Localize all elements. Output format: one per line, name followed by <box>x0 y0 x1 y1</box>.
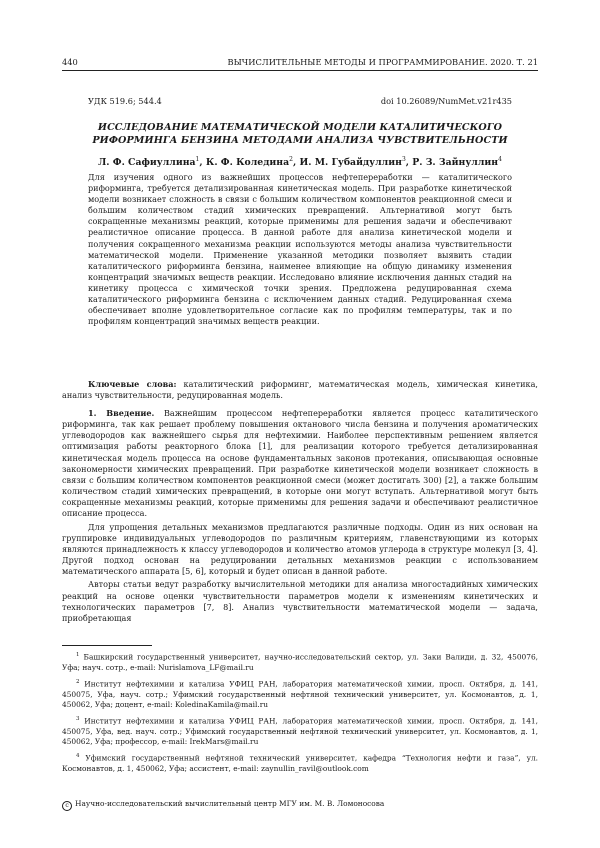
header-rule <box>62 70 538 71</box>
author-affiliation-mark: 3 <box>401 156 406 163</box>
paragraph-text: Важнейшим процессом нефтепереработки является процесс каталитического риформинга, так как решает проблему повышения октанового числа бензина и получения ароматических углеводородов как важнейшего сырья для нефтехимии. Наиболее перспективным решением является оптимизация работы реакторного блока [1], для реализации которого требуется детализированная кинетическая модель процесса на основе фундаментальных законов протекания, описывающая основные закономерности химических превращений. При разработке кинетической модели возникает сложность в связи с большим количеством компонентов реакционной смеси (может достигать 300) [2], а также большим количеством стадий химических превращений, в которые они могут вступать. Альтернативой могут быть сокращенные механизмы реакций, которые применимы для решения задачи и обеспечивают реалистичное описание процесса. <box>62 408 538 519</box>
author-name: Л. Ф. Сафиуллина <box>98 157 196 169</box>
footnote-number: 4 <box>76 753 80 760</box>
footnote-text: Институт нефтехимии и катализа УФИЦ РАН, лаборатория математической химии, просп. Октября, д. 141, 450075, Уфа, науч. сотр.; Уфимский государственный нефтяной технический университет, ул. Космонавтов, д. 1, 450062, Уфа; доцент, e-mail: KoledinaKamila@mail.ru <box>62 679 538 709</box>
footnote-rule <box>62 645 152 646</box>
abstract-text: Для изучения одного из важнейших процессов нефтепереработки — каталитического риформинга, требуется детализированная кинетическая модель. При разработке кинетической модели возникает сложность в связи с большим количеством компонентов реакционной смеси и большим количеством стадий химических превращений. Альтернативой могут быть сокращенные механизмы реакций, которые применимы для решения задачи и обеспечивают реалистичное описание процесса. В данной работе для анализа кинетической модели и получения сокращенного механизма реакции используются методы анализа чувствительности математической модели. Применение указанной методики позволяет выявить стадии каталитического риформинга бензина, наименее влияющие на общую динамику изменения концентраций значимых веществ реакции. Исследовано влияние исключения данных стадий на кинетику процесса с химической точки зрения. Предложена редуцированная схема каталитического риформинга бензина с исключением данных стадий. Редуцированная схема обеспечивает вполне удовлетворительное согласие как по профилям температуры, так и по профилям концентраций значимых веществ реакции. <box>88 172 512 327</box>
keywords-label: Ключевые слова: <box>88 379 177 389</box>
author-affiliation-mark: 1 <box>195 156 200 163</box>
keywords-text: каталитический риформинг, математическая модель, химическая кинетика, анализ чувствительности, редуцированная модель. <box>62 379 538 401</box>
author-name: К. Ф. Коледина <box>205 157 290 169</box>
article-body <box>62 408 538 626</box>
page-number: 440 <box>62 57 78 67</box>
body-paragraph: Авторы статьи ведут разработку вычислительной методики для анализа многостадийных химических реакций на основе оценки чувствительности параметров модели к изменениям кинетических и технологических параметров [7, 8]. Анализ чувствительности математической модели — задача, приобретающая <box>62 579 538 623</box>
udc-code: УДК 519.6; 544.4 <box>88 96 162 106</box>
author-name: И. М. Губайдуллин <box>299 157 402 169</box>
footnote-number: 2 <box>76 678 80 685</box>
author-affiliation-mark: 2 <box>289 156 293 163</box>
body-paragraph <box>62 408 538 520</box>
abstract <box>88 172 512 327</box>
section-heading: 1. Введение. <box>88 408 155 418</box>
footnote <box>62 714 538 747</box>
article-title: ИССЛЕДОВАНИЕ МАТЕМАТИЧЕСКОЙ МОДЕЛИ КАТАЛИТИЧЕСКОГО РИФОРМИНГА БЕНЗИНА МЕТОДАМИ АНАЛИЗА ЧУВСТВИТЕЛЬНОСТИ <box>92 122 508 146</box>
footnote <box>62 650 538 673</box>
footnotes <box>62 650 538 778</box>
copyright-text: Научно-исследовательский вычислительный центр МГУ им. М. В. Ломоносова <box>75 799 385 808</box>
footnote <box>62 677 538 710</box>
footnote-text: Башкирский государственный университет, научно-исследовательский сектор, ул. Заки Валиди, д. 32, 450076, Уфа; науч. сотр., e-mail: Nurislamova_LF@mail.ru <box>62 652 538 672</box>
author-list: Л. Ф. Сафиуллина$^1$, К. Ф. Коледина$^2$, И. М. Губайдуллин$^3$, Р. З. Зайнуллин$^4$ <box>98 156 502 169</box>
footnote-text: Уфимский государственный нефтяной технический университет, кафедра “Технология нефти и газа”, ул. Космонавтов, д. 1, 450062, Уфа; ассистент, e-mail: zaynullin_ravil@outlook.com <box>62 753 538 773</box>
body-paragraph: Для упрощения детальных механизмов предлагаются различные подходы. Один из них основан на группировке индивидуальных углеводородов по различным критериям, главенствующими из которых являются принадлежность к классу углеводородов и количество атомов углерода в структуре молекул [3, 4]. Другой подход основан на редуцировании детальных механизмов реакции с использованием математического аппарата [5, 6], который и будет описан в данной работе. <box>62 521 538 577</box>
copyright-icon: c <box>62 801 72 811</box>
footnote <box>62 751 538 774</box>
footnote-number: 1 <box>76 652 80 658</box>
keywords <box>62 379 538 401</box>
author-affiliation-mark: 4 <box>498 156 502 163</box>
doi: doi 10.26089/NumMet.v21r435 <box>380 96 512 106</box>
copyright-notice <box>62 799 538 811</box>
footnote-number: 3 <box>76 715 80 722</box>
author-name: Р. З. Зайнуллин <box>412 157 499 169</box>
footnote-text: Институт нефтехимии и катализа УФИЦ РАН, лаборатория математической химии, просп. Октября, д. 141, 450075, Уфа, вед. науч. сотр.; Уфимский государственный нефтяной технический университет, ул. Космонавтов, д. 1, 450062, Уфа; профессор, e-mail: IrekMars@mail.ru <box>62 716 538 746</box>
journal-title: ВЫЧИСЛИТЕЛЬНЫЕ МЕТОДЫ И ПРОГРАММИРОВАНИЕ. 2020. Т. 21 <box>227 57 538 67</box>
